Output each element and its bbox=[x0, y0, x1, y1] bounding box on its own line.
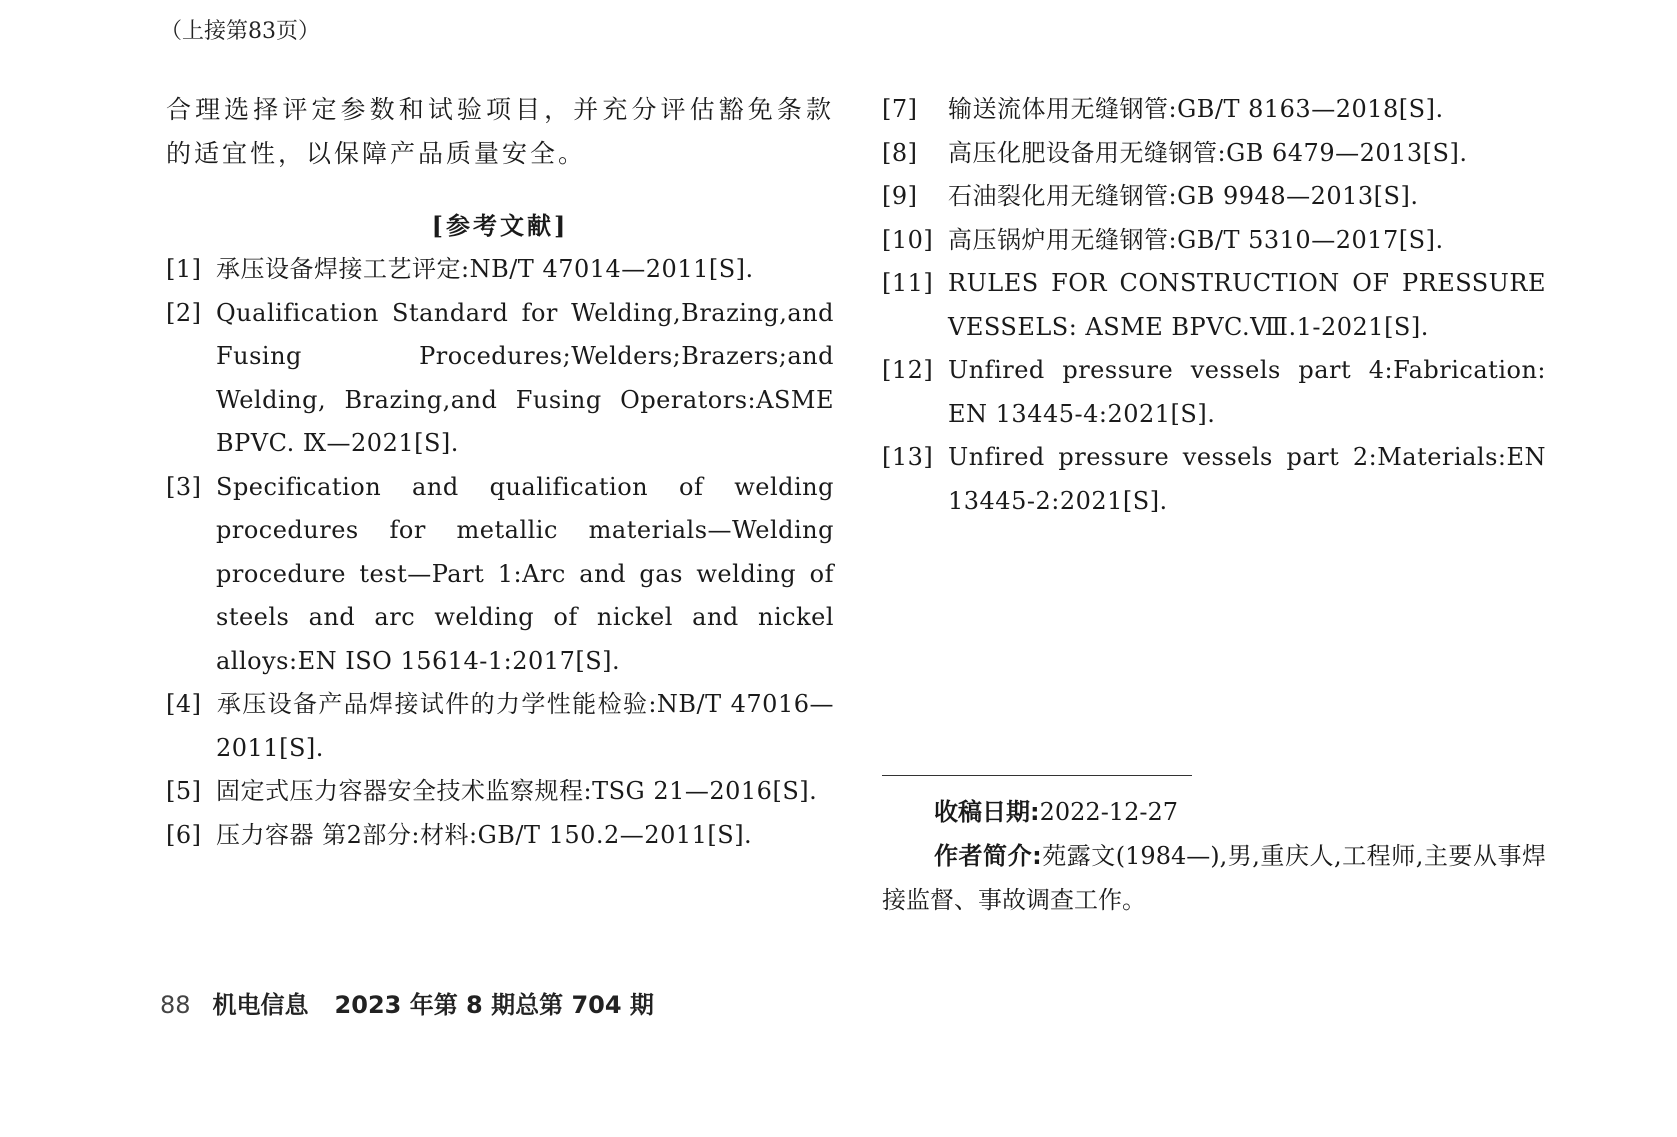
issue-info: 2023 年第 8 期总第 704 期 bbox=[334, 991, 654, 1019]
page-footer bbox=[160, 985, 654, 1020]
reference-number: [3] bbox=[166, 472, 202, 501]
reference-item bbox=[882, 349, 1546, 436]
left-column bbox=[166, 88, 834, 857]
reference-text: Specification and qualification of welding procedures for metallic materials—Welding procedure test—Part 1:Arc and gas welding of steels and arc welding of nickel and nickel alloys:EN ISO 15614-1:2017[S]. bbox=[216, 472, 834, 675]
reference-item bbox=[166, 770, 834, 814]
reference-number: [9] bbox=[882, 182, 918, 210]
reference-number: [5] bbox=[166, 777, 202, 805]
received-date bbox=[882, 790, 1546, 834]
reference-text: 承压设备产品焊接试件的力学性能检验:NB/T 47016—2011[S]. bbox=[216, 690, 834, 762]
reference-item bbox=[166, 466, 834, 684]
reference-list-right bbox=[882, 88, 1546, 523]
reference-item bbox=[882, 436, 1546, 523]
reference-list-left bbox=[166, 248, 834, 857]
reference-text: 压力容器 第2部分:材料:GB/T 150.2—2011[S]. bbox=[216, 820, 753, 849]
reference-item bbox=[882, 262, 1546, 349]
reference-number: [2] bbox=[166, 298, 202, 327]
reference-item bbox=[166, 683, 834, 770]
reference-item bbox=[166, 814, 834, 858]
author-bio bbox=[882, 834, 1546, 922]
reference-item bbox=[166, 292, 834, 466]
received-date-value: 2022-12-27 bbox=[1039, 798, 1178, 826]
reference-number: [1] bbox=[166, 255, 202, 283]
reference-text: RULES FOR CONSTRUCTION OF PRESSURE VESSELS: ASME BPVC.Ⅷ.1-2021[S]. bbox=[948, 269, 1546, 341]
reference-text: 承压设备焊接工艺评定:NB/T 47014—2011[S]. bbox=[216, 255, 754, 283]
reference-number: [10] bbox=[882, 225, 934, 254]
right-column bbox=[882, 88, 1546, 523]
reference-text: Unfired pressure vessels part 2:Materials:EN 13445-2:2021[S]. bbox=[948, 443, 1546, 515]
page-number: 88 bbox=[160, 991, 191, 1019]
reference-text: 输送流体用无缝钢管:GB/T 8163—2018[S]. bbox=[948, 95, 1444, 123]
reference-item bbox=[882, 132, 1546, 176]
reference-text: Unfired pressure vessels part 4:Fabrication: EN 13445-4:2021[S]. bbox=[948, 356, 1546, 428]
reference-number: [13] bbox=[882, 443, 934, 471]
reference-text: 高压锅炉用无缝钢管:GB/T 5310—2017[S]. bbox=[948, 225, 1444, 254]
reference-number: [7] bbox=[882, 95, 918, 123]
reference-text: 石油裂化用无缝钢管:GB 9948—2013[S]. bbox=[948, 182, 1419, 210]
received-date-label: 收稿日期: bbox=[934, 798, 1040, 826]
author-bio-label: 作者简介: bbox=[934, 842, 1042, 870]
reference-number: [12] bbox=[882, 356, 934, 384]
reference-number: [11] bbox=[882, 269, 934, 297]
intro-paragraph: 合理选择评定参数和试验项目，并充分评估豁免条款的适宜性，以保障产品质量安全。 bbox=[166, 95, 834, 168]
continued-from-note: （上接第83页） bbox=[160, 19, 320, 44]
reference-item bbox=[166, 248, 834, 292]
reference-item bbox=[882, 175, 1546, 219]
author-bio-text: 苑露文(1984—),男,重庆人,工程师,主要从事焊接监督、事故调查工作。 bbox=[882, 842, 1546, 914]
reference-number: [6] bbox=[166, 820, 202, 849]
article-meta bbox=[882, 790, 1546, 922]
reference-item bbox=[882, 88, 1546, 132]
reference-text: 高压化肥设备用无缝钢管:GB 6479—2013[S]. bbox=[948, 138, 1468, 167]
journal-name: 机电信息 bbox=[212, 991, 309, 1019]
reference-text: Qualification Standard for Welding,Brazing,and Fusing Procedures;Welders;Brazers;and Welding, Brazing,and Fusing Operators:ASME BPVC. Ⅸ—2021[S]. bbox=[216, 298, 834, 457]
reference-number: [8] bbox=[882, 138, 918, 167]
footnote-divider bbox=[882, 775, 1192, 776]
references-heading: [参考文献] bbox=[431, 211, 569, 240]
reference-text: 固定式压力容器安全技术监察规程:TSG 21—2016[S]. bbox=[216, 777, 818, 805]
reference-item bbox=[882, 219, 1546, 263]
reference-number: [4] bbox=[166, 690, 202, 718]
